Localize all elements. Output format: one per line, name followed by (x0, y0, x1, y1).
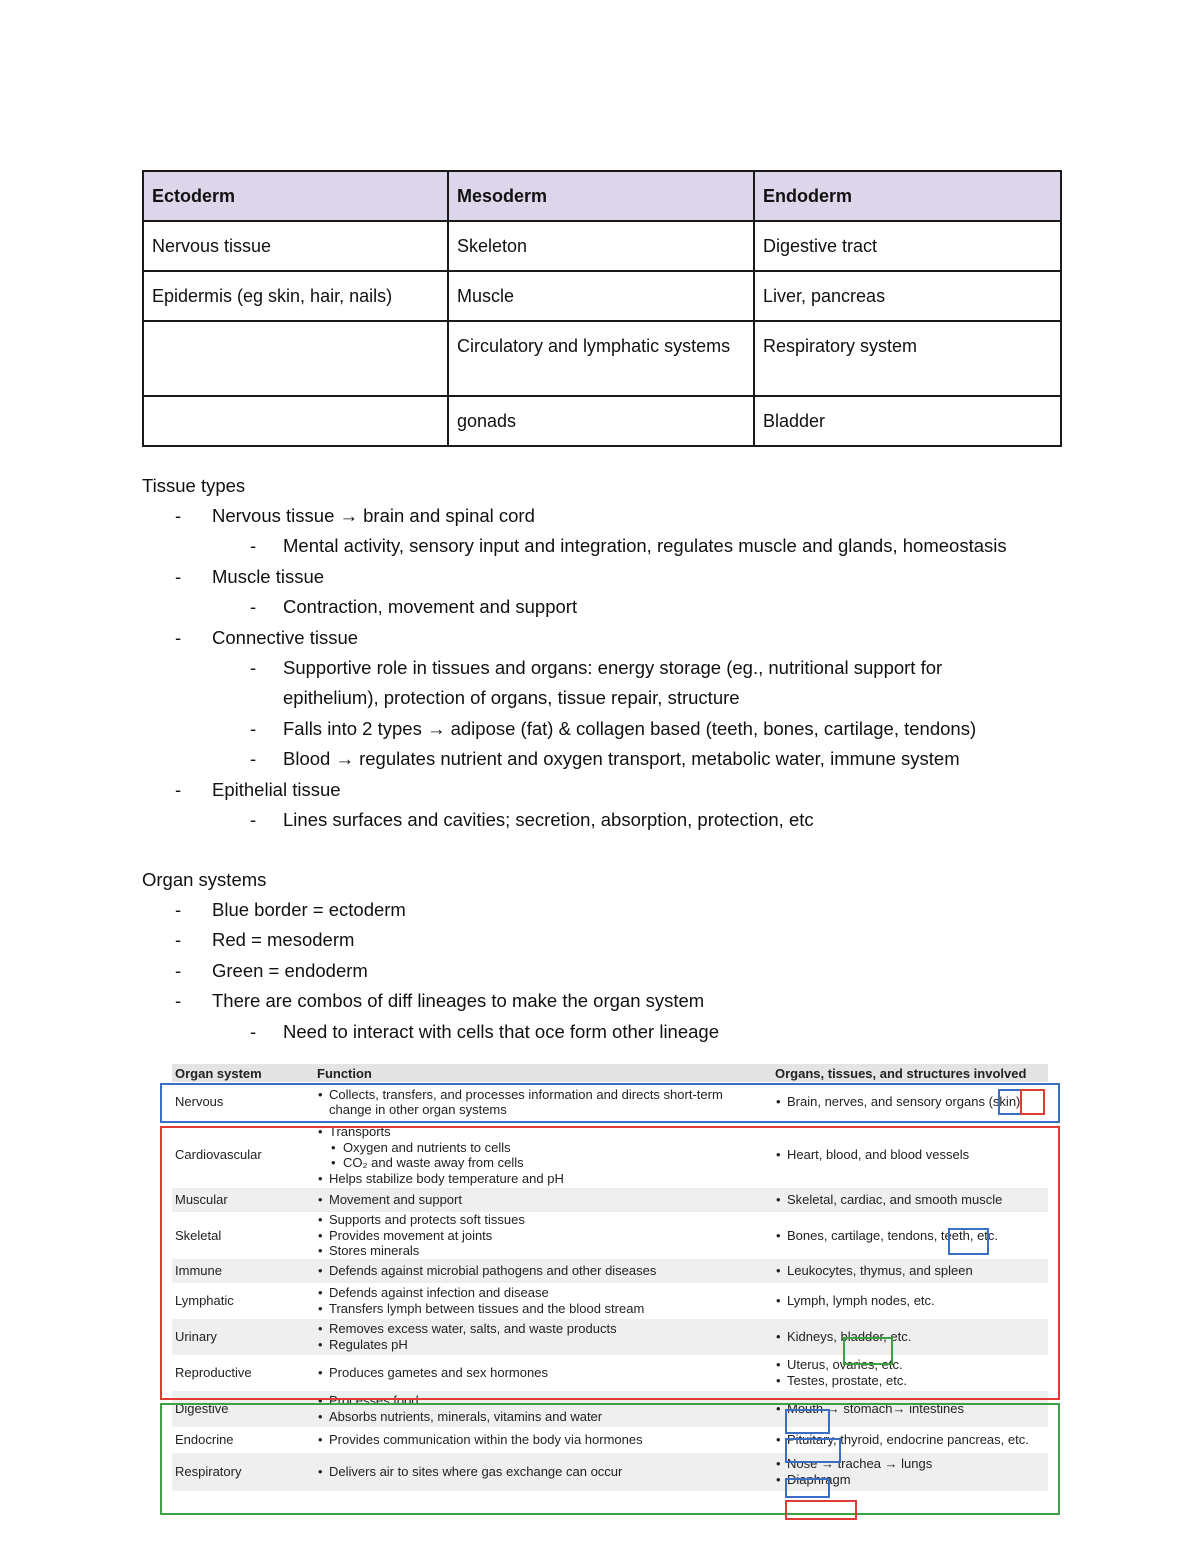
list-item-text: Blood → regulates nutrient and oxygen transport, metabolic water, immune system (283, 748, 960, 770)
organ-system-name: Endocrine (175, 1431, 234, 1447)
germ-layer-table (142, 170, 1062, 447)
function-item: • Transfers lymph between tissues and the blood stream (317, 1301, 769, 1317)
list-item-text: Falls into 2 types → adipose (fat) & collagen based (teeth, bones, cartilage, tendons) (283, 717, 977, 739)
list-item (142, 805, 1102, 835)
organ-system-name: Nervous (175, 1094, 224, 1110)
tissue-types-list (142, 501, 1102, 835)
organ-systems-section (142, 865, 1102, 1047)
function-item: • Removes excess water, salts, and waste products (317, 1321, 769, 1337)
list-item-text: Epithelial tissue (212, 778, 341, 800)
organ-system-name: Lymphatic (175, 1292, 234, 1308)
header-mesoderm: Mesoderm (448, 171, 754, 221)
dash-bullet: - (175, 626, 182, 648)
header-ectoderm: Ectoderm (143, 171, 448, 221)
function-item: • Helps stabilize body temperature and pH (317, 1171, 769, 1187)
list-item (142, 925, 1102, 955)
list-item-text: There are combos of diff lineages to make the organ system (212, 990, 705, 1012)
structure-item: • Kidneys, bladder, etc. (775, 1329, 1045, 1345)
dash-bullet: - (250, 596, 257, 618)
dash-bullet: - (250, 535, 257, 557)
organ-system-name: Reproductive (175, 1364, 252, 1380)
list-item (142, 895, 1102, 925)
structure-item: • Testes, prostate, etc. (775, 1373, 1045, 1389)
list-item-text: Need to interact with cells that oce form other lineage (283, 1020, 720, 1042)
function-item: • Defends against infection and disease (317, 1285, 769, 1301)
list-item (142, 744, 1102, 774)
bladder-endoderm-highlight (843, 1337, 893, 1365)
mouth-ectoderm-highlight (785, 1409, 830, 1434)
dash-bullet: - (175, 899, 182, 920)
function-item: • Supports and protects soft tissues (317, 1212, 769, 1228)
table-cell: Respiratory system (754, 321, 1061, 396)
teeth-ectoderm-highlight (948, 1228, 989, 1255)
organ-system-name: Muscular (172, 1188, 314, 1212)
tissue-types-heading: Tissue types (142, 475, 246, 496)
dash-bullet: - (250, 717, 257, 739)
table-row (143, 321, 1061, 396)
function-item: • Processes food (317, 1393, 769, 1409)
cropped-figure-title (540, 1050, 630, 1058)
organ-system-name: Digestive (172, 1391, 314, 1427)
dash-bullet: - (175, 565, 182, 587)
function-item: • Regulates pH (317, 1337, 769, 1353)
table-cell: Skeleton (448, 221, 754, 271)
structure-item: • Leukocytes, thymus, and spleen (775, 1263, 1045, 1279)
function-item: • Movement and support (317, 1192, 769, 1208)
skin-ectoderm-highlight (998, 1089, 1022, 1115)
table-cell: Epidermis (eg skin, hair, nails) (143, 271, 448, 321)
organ-system-name: Respiratory (172, 1453, 314, 1491)
ectoderm-group-frame (160, 1083, 1060, 1123)
function-item: • Oxygen and nutrients to cells (317, 1140, 769, 1156)
mesoderm-group-frame (160, 1126, 1060, 1400)
organ-system-name: Cardiovascular (175, 1147, 262, 1163)
table-cell: Digestive tract (754, 221, 1061, 271)
header-organs-involved: Organs, tissues, and structures involved (772, 1064, 1048, 1082)
table-cell: Liver, pancreas (754, 271, 1061, 321)
list-item-text: Nervous tissue → brain and spinal cord (212, 505, 535, 526)
list-item (142, 501, 1102, 531)
table-row (143, 221, 1061, 271)
table-cell: Circulatory and lymphatic systems (448, 321, 754, 396)
structure-item: • Nose → trachea → lungs (775, 1456, 1045, 1472)
dash-bullet: - (175, 929, 182, 951)
organ-systems-list (142, 895, 1102, 1047)
pituitary-ectoderm-highlight (785, 1438, 841, 1463)
list-item (142, 714, 1102, 744)
dash-bullet: - (175, 778, 182, 800)
header-function: Function (314, 1064, 772, 1082)
list-item (142, 653, 1102, 683)
organ-system-figure (160, 1050, 1060, 1520)
structure-item: • Pituitary, thyroid, endocrine pancreas, etc. (775, 1432, 1045, 1448)
function-item: • Provides movement at joints (317, 1228, 769, 1244)
list-item (142, 562, 1102, 592)
function-item: • Provides communication within the body via hormones (317, 1432, 769, 1448)
list-item (142, 1017, 1102, 1047)
table-row (143, 396, 1061, 446)
function-item: • Absorbs nutrients, minerals, vitamins and water (317, 1409, 769, 1425)
list-item-text: Mental activity, sensory input and integration, regulates muscle and glands, homeostasis (283, 535, 1007, 557)
table-cell: Bladder (754, 396, 1061, 446)
function-item: • Delivers air to sites where gas exchange can occur (317, 1464, 769, 1480)
dash-bullet: - (250, 809, 257, 831)
table-cell (143, 396, 448, 446)
function-item: • Produces gametes and sex hormones (317, 1365, 769, 1381)
skin-mesoderm-highlight (1020, 1089, 1045, 1115)
nose-ectoderm-highlight (785, 1478, 830, 1498)
organ-system-name: Immune (172, 1259, 314, 1283)
list-item (142, 623, 1102, 653)
tissue-types-section (142, 471, 1102, 835)
list-item-text: Muscle tissue (212, 565, 325, 587)
organ-systems-heading: Organ systems (142, 869, 267, 890)
list-item (142, 592, 1102, 622)
organ-system-name: Urinary (172, 1319, 314, 1355)
header-endoderm: Endoderm (754, 171, 1061, 221)
table-row (143, 271, 1061, 321)
list-item (142, 683, 1102, 713)
function-item: • Stores minerals (317, 1243, 769, 1259)
structure-item: • Diaphragm (775, 1472, 1045, 1488)
structure-item: • Brain, nerves, and sensory organs (skin) (775, 1094, 1045, 1110)
organ-system-name: Skeletal (175, 1227, 222, 1243)
diaphragm-mesoderm-highlight (785, 1500, 857, 1520)
function-item: • Defends against microbial pathogens and other diseases (317, 1263, 769, 1279)
organ-table-header-row (172, 1064, 1048, 1082)
structure-item: • Bones, cartilage, tendons, teeth, etc. (775, 1228, 1045, 1244)
list-item-text: Green = endoderm (212, 959, 368, 981)
dash-bullet: - (250, 748, 257, 770)
germ-table-header-row (143, 171, 1061, 221)
endoderm-group-frame (160, 1403, 1060, 1515)
structure-item: • Heart, blood, and blood vessels (775, 1147, 1045, 1163)
dash-bullet: - (175, 990, 182, 1012)
list-item-text: Contraction, movement and support (283, 596, 578, 618)
list-item (142, 986, 1102, 1016)
list-item-text: Supportive role in tissues and organs: energy storage (eg., nutritional support for (283, 657, 943, 679)
header-organ-system: Organ system (172, 1064, 314, 1082)
structure-item: • Mouth → stomach→ intestines (775, 1401, 1045, 1417)
structure-item: • Uterus, ovaries, etc. (775, 1357, 1045, 1373)
table-cell: Muscle (448, 271, 754, 321)
table-cell (143, 321, 448, 396)
dash-bullet: - (175, 959, 182, 981)
dash-bullet: - (250, 1020, 257, 1042)
table-cell: Nervous tissue (143, 221, 448, 271)
list-item (142, 775, 1102, 805)
list-item-text: Blue border = ectoderm (212, 899, 406, 920)
list-item-text: epithelium), protection of organs, tissue repair, structure (283, 687, 740, 709)
list-item-text: Lines surfaces and cavities; secretion, absorption, protection, etc (283, 809, 814, 831)
list-item (142, 531, 1102, 561)
function-item: • CO₂ and waste away from cells (317, 1155, 769, 1171)
list-item (142, 956, 1102, 986)
function-item: • Transports (317, 1124, 769, 1140)
table-cell: gonads (448, 396, 754, 446)
dash-bullet: - (250, 657, 257, 679)
dash-bullet: - (175, 505, 182, 526)
function-item: • Collects, transfers, and processes information and directs short-term change in other organ systems (317, 1087, 769, 1118)
list-item-text: Connective tissue (212, 626, 359, 648)
list-item-text: Red = mesoderm (212, 929, 355, 951)
structure-item: • Lymph, lymph nodes, etc. (775, 1293, 1045, 1309)
structure-item: • Skeletal, cardiac, and smooth muscle (775, 1192, 1045, 1208)
